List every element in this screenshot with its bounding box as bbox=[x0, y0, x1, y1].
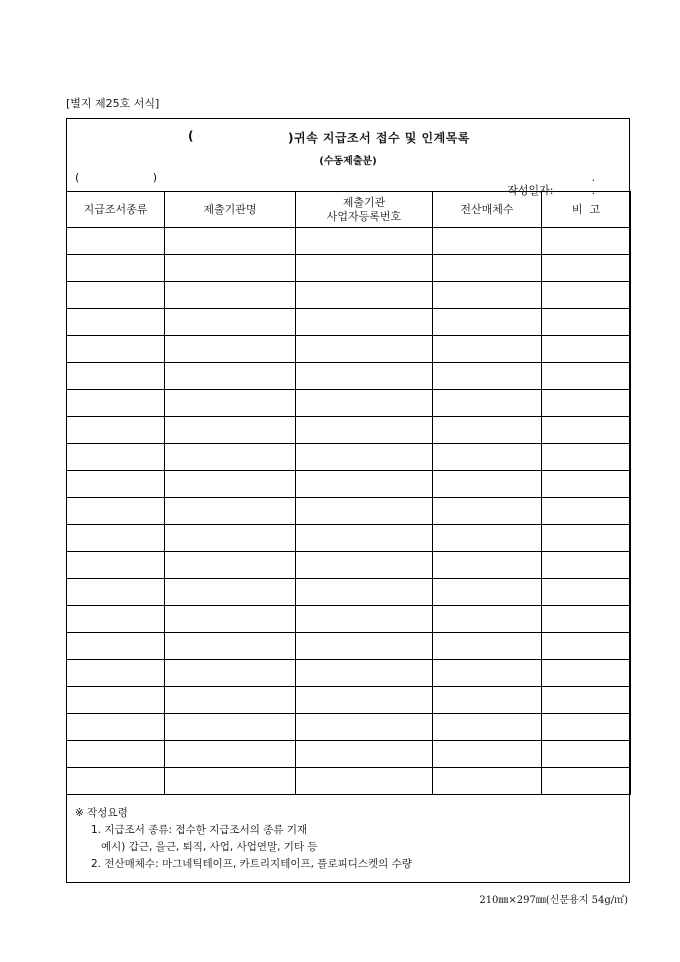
table-cell[interactable] bbox=[165, 228, 296, 255]
table-cell[interactable] bbox=[67, 228, 165, 255]
guide-heading: ※ 작성요령 bbox=[75, 807, 128, 819]
table-row bbox=[67, 525, 631, 552]
table-body bbox=[67, 228, 631, 795]
table-cell[interactable] bbox=[296, 579, 433, 606]
table-cell[interactable] bbox=[433, 552, 542, 579]
table-cell[interactable] bbox=[433, 525, 542, 552]
table-cell[interactable] bbox=[296, 552, 433, 579]
table-cell[interactable] bbox=[433, 309, 542, 336]
table-cell[interactable] bbox=[165, 660, 296, 687]
table-cell[interactable] bbox=[433, 579, 542, 606]
table-cell[interactable] bbox=[433, 660, 542, 687]
table-row bbox=[67, 606, 631, 633]
table-cell[interactable] bbox=[296, 471, 433, 498]
table-cell[interactable] bbox=[542, 255, 631, 282]
table-cell[interactable] bbox=[296, 741, 433, 768]
table-cell[interactable] bbox=[542, 687, 631, 714]
table-cell[interactable] bbox=[296, 282, 433, 309]
header-media-count: 전산매체수 bbox=[433, 192, 542, 228]
table-cell[interactable] bbox=[296, 336, 433, 363]
table-cell[interactable] bbox=[67, 714, 165, 741]
table-cell[interactable] bbox=[433, 363, 542, 390]
table-cell[interactable] bbox=[296, 498, 433, 525]
table-cell[interactable] bbox=[542, 417, 631, 444]
table-row bbox=[67, 228, 631, 255]
table-cell[interactable] bbox=[542, 390, 631, 417]
table-cell[interactable] bbox=[165, 309, 296, 336]
table-cell[interactable] bbox=[542, 228, 631, 255]
table-cell[interactable] bbox=[433, 714, 542, 741]
table-cell[interactable] bbox=[67, 768, 165, 795]
table-row bbox=[67, 255, 631, 282]
table-cell[interactable] bbox=[67, 525, 165, 552]
table-row bbox=[67, 444, 631, 471]
table-cell[interactable] bbox=[165, 417, 296, 444]
table-cell[interactable] bbox=[67, 660, 165, 687]
table-cell[interactable] bbox=[296, 525, 433, 552]
table-cell[interactable] bbox=[433, 228, 542, 255]
date-dots: . . bbox=[591, 171, 617, 197]
header-org-name: 제출기관명 bbox=[165, 192, 296, 228]
table-cell[interactable] bbox=[67, 282, 165, 309]
table-cell[interactable] bbox=[433, 282, 542, 309]
date-label: 작성일자: bbox=[507, 184, 554, 197]
writing-guide bbox=[75, 805, 412, 873]
table-cell[interactable] bbox=[296, 687, 433, 714]
guide-item-2: 2. 전산매체수: 마그네틱테이프, 카트리지테이프, 플로피디스켓의 수량 bbox=[91, 858, 412, 870]
table-cell[interactable] bbox=[542, 606, 631, 633]
table-cell[interactable] bbox=[165, 768, 296, 795]
table-cell[interactable] bbox=[67, 633, 165, 660]
header-business-number: 제출기관 사업자등록번호 bbox=[296, 192, 433, 228]
table-row bbox=[67, 498, 631, 525]
table-cell[interactable] bbox=[67, 363, 165, 390]
table-cell[interactable] bbox=[165, 525, 296, 552]
table-cell[interactable] bbox=[67, 552, 165, 579]
header-remarks: 비 고 bbox=[542, 192, 631, 228]
table-header-row bbox=[67, 192, 631, 228]
table-cell[interactable] bbox=[165, 552, 296, 579]
table-row bbox=[67, 417, 631, 444]
guide-item-1: 1. 지급조서 종류: 접수한 지급조서의 종류 기재 bbox=[91, 824, 308, 836]
table-cell[interactable] bbox=[542, 444, 631, 471]
table-cell[interactable] bbox=[542, 336, 631, 363]
table-cell[interactable] bbox=[165, 390, 296, 417]
table-cell[interactable] bbox=[165, 633, 296, 660]
table-row bbox=[67, 579, 631, 606]
table-cell[interactable] bbox=[165, 363, 296, 390]
table-cell[interactable] bbox=[433, 768, 542, 795]
org-blank-close: ) bbox=[152, 171, 157, 184]
table-cell[interactable] bbox=[296, 363, 433, 390]
table-cell[interactable] bbox=[165, 714, 296, 741]
table-cell[interactable] bbox=[542, 471, 631, 498]
table-cell[interactable] bbox=[296, 714, 433, 741]
table-cell[interactable] bbox=[165, 471, 296, 498]
table-cell[interactable] bbox=[433, 255, 542, 282]
table-cell[interactable] bbox=[542, 309, 631, 336]
table-cell[interactable] bbox=[296, 309, 433, 336]
table-cell[interactable] bbox=[542, 552, 631, 579]
table-cell[interactable] bbox=[296, 228, 433, 255]
table-cell[interactable] bbox=[67, 255, 165, 282]
table-cell[interactable] bbox=[67, 471, 165, 498]
table-cell[interactable] bbox=[296, 417, 433, 444]
table-cell[interactable] bbox=[67, 390, 165, 417]
paper-spec: 210㎜×297㎜(신문용지 54g/㎡) bbox=[479, 895, 628, 906]
table-cell[interactable] bbox=[165, 606, 296, 633]
form-subtitle: (수동제출분) bbox=[319, 156, 377, 167]
table-row bbox=[67, 660, 631, 687]
org-blank-open: ( bbox=[75, 171, 80, 184]
table-cell[interactable] bbox=[67, 336, 165, 363]
table-cell[interactable] bbox=[542, 525, 631, 552]
table-cell[interactable] bbox=[433, 417, 542, 444]
org-name-blank bbox=[75, 171, 157, 184]
table-row bbox=[67, 687, 631, 714]
table-cell[interactable] bbox=[433, 741, 542, 768]
table-cell[interactable] bbox=[67, 498, 165, 525]
table-cell[interactable] bbox=[165, 741, 296, 768]
table-cell[interactable] bbox=[165, 282, 296, 309]
table-cell[interactable] bbox=[296, 390, 433, 417]
table-cell[interactable] bbox=[433, 444, 542, 471]
table-row bbox=[67, 714, 631, 741]
table-cell[interactable] bbox=[67, 444, 165, 471]
table-cell[interactable] bbox=[67, 579, 165, 606]
table-row bbox=[67, 390, 631, 417]
table-cell[interactable] bbox=[165, 336, 296, 363]
table-cell[interactable] bbox=[296, 606, 433, 633]
table-cell[interactable] bbox=[67, 417, 165, 444]
table-cell[interactable] bbox=[296, 768, 433, 795]
table-cell[interactable] bbox=[296, 255, 433, 282]
table-cell[interactable] bbox=[296, 660, 433, 687]
table-cell[interactable] bbox=[165, 444, 296, 471]
table-row bbox=[67, 309, 631, 336]
table-cell[interactable] bbox=[67, 687, 165, 714]
form-container bbox=[66, 118, 630, 883]
guide-example: 예시) 갑근, 을근, 퇴직, 사업, 사업연말, 기타 등 bbox=[101, 841, 318, 853]
table-cell[interactable] bbox=[296, 444, 433, 471]
table-cell[interactable] bbox=[433, 606, 542, 633]
receipt-table bbox=[66, 191, 631, 795]
table-cell[interactable] bbox=[165, 498, 296, 525]
table-row bbox=[67, 336, 631, 363]
table-row bbox=[67, 768, 631, 795]
table-cell[interactable] bbox=[67, 309, 165, 336]
table-cell[interactable] bbox=[433, 687, 542, 714]
table-row bbox=[67, 282, 631, 309]
title-text: )귀속 지급조서 접수 및 인계목록 bbox=[288, 131, 470, 145]
table-cell[interactable] bbox=[67, 741, 165, 768]
table-cell[interactable] bbox=[542, 741, 631, 768]
table-row bbox=[67, 363, 631, 390]
table-cell[interactable] bbox=[433, 390, 542, 417]
table-cell[interactable] bbox=[433, 633, 542, 660]
table-cell[interactable] bbox=[542, 660, 631, 687]
table-cell[interactable] bbox=[165, 255, 296, 282]
table-cell[interactable] bbox=[542, 282, 631, 309]
table-cell[interactable] bbox=[165, 579, 296, 606]
table-cell[interactable] bbox=[433, 498, 542, 525]
table-cell[interactable] bbox=[67, 606, 165, 633]
table-cell[interactable] bbox=[542, 363, 631, 390]
table-cell[interactable] bbox=[542, 714, 631, 741]
table-cell[interactable] bbox=[433, 336, 542, 363]
table-row bbox=[67, 471, 631, 498]
title-year-open-paren: ( bbox=[188, 129, 194, 143]
table-cell[interactable] bbox=[542, 633, 631, 660]
table-cell[interactable] bbox=[542, 498, 631, 525]
table-cell[interactable] bbox=[296, 633, 433, 660]
table-row bbox=[67, 552, 631, 579]
table-cell[interactable] bbox=[542, 579, 631, 606]
table-cell[interactable] bbox=[542, 768, 631, 795]
table-cell[interactable] bbox=[433, 471, 542, 498]
table-cell[interactable] bbox=[165, 687, 296, 714]
table-row bbox=[67, 633, 631, 660]
form-title bbox=[67, 129, 629, 147]
table-row bbox=[67, 741, 631, 768]
header-report-type: 지급조서종류 bbox=[67, 192, 165, 228]
form-number-label: [별지 제25호 서식] bbox=[66, 97, 160, 110]
